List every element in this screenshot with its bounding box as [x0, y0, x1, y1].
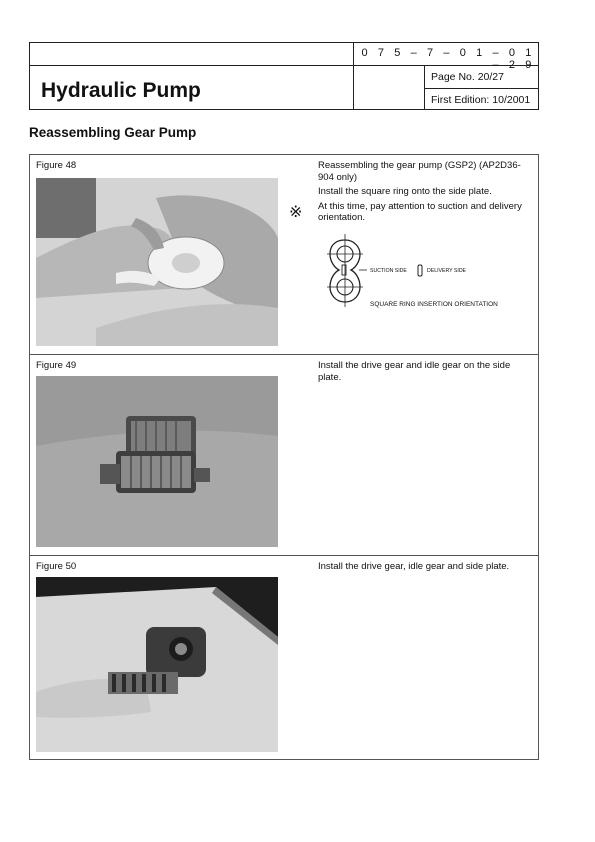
document-code: 0 7 5 – 7 – 0 1 – 0 1 – 2 9 [361, 47, 535, 71]
suction-side-label: SUCTION SIDE [370, 268, 407, 274]
note-mark: ※ [289, 204, 303, 221]
figure-description [318, 360, 534, 386]
page-number: Page No. 20/27 [431, 71, 504, 83]
figure-photo [36, 178, 278, 346]
description-line: Install the drive gear, idle gear and side plate. [318, 561, 510, 572]
description-line: Install the drive gear and idle gear on the side plate. [318, 360, 511, 383]
figure-label: Figure 48 [36, 160, 77, 171]
section-title: Reassembling Gear Pump [29, 125, 197, 140]
header-divider [353, 43, 354, 109]
square-ring-diagram [325, 232, 537, 312]
header-divider [424, 88, 538, 89]
figure-description [318, 160, 534, 227]
description-line: Reassembling the gear pump (GSP2) (AP2D36-904 only) [318, 160, 521, 183]
row-divider [30, 354, 538, 355]
document-title: Hydraulic Pump [41, 79, 201, 102]
diagram-caption: SQUARE RING INSERTION ORIENTATION [370, 301, 498, 308]
description-line: At this time, pay attention to suction and delivery orientation. [318, 200, 522, 223]
figure-table [29, 154, 539, 760]
row-divider [30, 555, 538, 556]
figure-description [318, 561, 534, 576]
figure-photo [36, 577, 278, 752]
header-divider [424, 65, 425, 109]
document-header [29, 42, 539, 110]
figure-label: Figure 49 [36, 360, 77, 371]
delivery-side-label: DELIVERY SIDE [427, 268, 467, 274]
figure-label: Figure 50 [36, 561, 77, 572]
figure-photo [36, 376, 278, 547]
edition-date: First Edition: 10/2001 [431, 94, 531, 106]
description-line: Install the square ring onto the side plate. [318, 186, 492, 197]
